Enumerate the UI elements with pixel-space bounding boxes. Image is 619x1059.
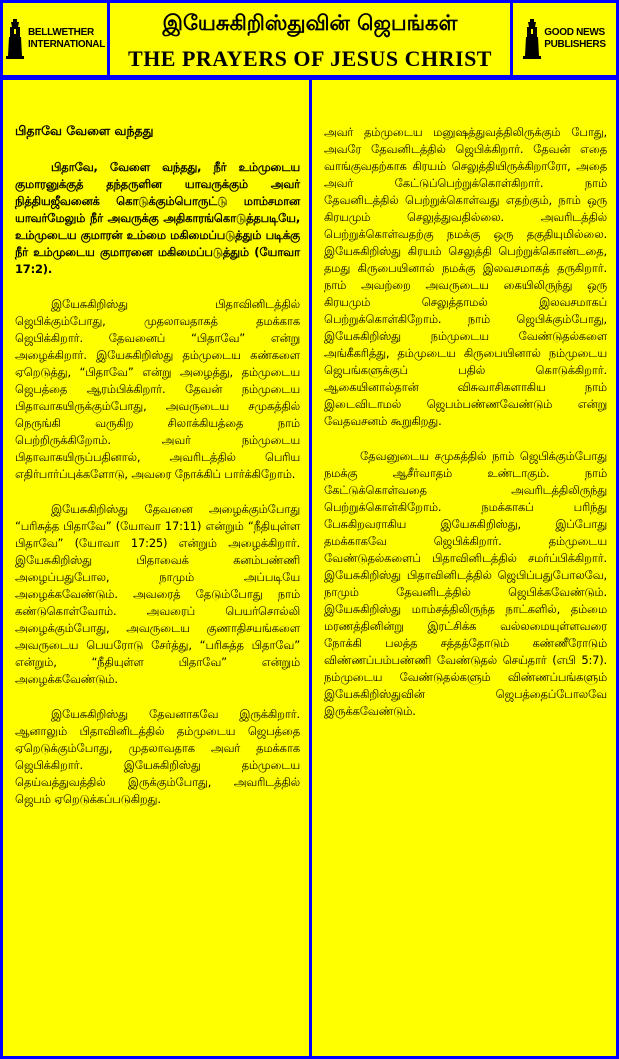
bellwether-logo-icon (5, 18, 25, 60)
title-tamil: இயேசுகிறிஸ்துவின் ஜெபங்கள் (162, 11, 458, 35)
right-column (312, 80, 616, 1056)
paragraph-1: இயேசுகிறிஸ்து பிதாவினிடத்தில் ஜெபிக்கும்போது, முதலாவதாகத் தமக்காக ஜெபிக்கிறார். தேவனைப் “பிதாவே” என்று அழைக்கிறார். இயேசுகிறிஸ்து தம்முடைய கண்களை ஏறெடுத்து, “பிதாவே” என்று அழைத்து, தம்முடைய ஜெபத்தை ஆரம்பிக்கிறார். தேவன் நம்முடைய பிதாவாகயிருக்கும்போது, அவருடைய சமுகத்தில் நெருங்கி வருகிற சிலாக்கியத்தை நாம் பெற்றிருக்கிறோம். அவர் நம்முடைய பிதாவாகயிருப்பதினால், அவரிடத்தில் பெரிய எதிர்பார்ப்புக்களோடு, அவரை நோக்கிப் பார்க்கிறோம். (15, 297, 300, 481)
title-box (110, 3, 510, 75)
paragraph-2: இயேசுகிறிஸ்து தேவனை அழைக்கும்போது “பரிசுத்த பிதாவே” (யோவா 17:11) என்றும் “நீதியுள்ள பிதாவே” (யோவா 17:25) என்றும் அழைக்கிறார். இயேசுகிறிஸ்து பிதாவைக் கனம்பண்ணி அழைப்பதுபோல, நாமும் அப்படியே அழைக்கவேண்டும். அவரைத் தேடும்போது நாம் கண்டுகொள்வோம். அவரைப் பெயர்சொல்லி அழைக்கும்போது, அவருடைய குணாதிசயங்களை அவருடைய பெயரோடு சேர்த்து, “பரிசுத்த பிதாவே” என்றும், “நீதியுள்ள பிதாவே” என்றும் அழைக்கவேண்டும். (15, 502, 300, 686)
intro-verse: பிதாவே, வேளை வந்தது, நீர் உம்முடைய குமாரனுக்குத் தந்தருளின யாவருக்கும் அவர் நித்தியஜீவனைக் கொடுக்கும்பொருட்டு மாம்சமான யாவர்மேலும் நீர் அவருக்கு அதிகாரங்கொடுத்தபடியே, உம்முடைய குமாரன் உம்மை மகிமைப்படுத்தும் படிக்கு நீர் உம்முடைய குமாரனை மகிமைப்படுத்தும் (யோவா 17:2). (15, 160, 300, 276)
bellwether-logo-text: BELLWETHER INTERNATIONAL (27, 27, 106, 50)
paragraph-3: இயேசுகிறிஸ்து தேவனாகவே இருக்கிறார். ஆனாலும் பிதாவினிடத்தில் தம்முடைய ஜெபத்தை ஏறெடுக்கும்போது, முதலாவதாக அவர் தமக்காக ஜெபிக்கிறார். இயேசுகிறிஸ்து தம்முடைய தெய்வத்துவத்தில் இருக்கும்போது, அவரிடத்தில் ஜெபம் ஏறெடுக்கப்படுகிறது. (15, 707, 300, 806)
good-news-logo-icon (523, 18, 541, 60)
bellwether-logo-box (3, 3, 107, 75)
good-news-logo-box (513, 3, 616, 75)
left-column (3, 80, 309, 1056)
paragraph-5: தேவனுடைய சமுகத்தில் நாம் ஜெபிக்கும்போது நமக்கு ஆசீர்வாதம் உண்டாகும். நாம் கேட்டுக்கொள்வதை அவரிடத்திலிருந்து பெற்றுக்கொள்கிறோம். நமக்காகப் பரிந்து பேசுகிறவராகிய இயேசுகிறிஸ்து, இப்போது தமக்காகவே ஜெபிக்கிறார். தம்முடைய வேண்டுதல்களைப் பிதாவினிடத்தில் சமர்ப்பிக்கிறார். இயேசுகிறிஸ்து பிதாவினிடத்தில் ஜெபிப்பதுபோலவே, நாமும் தேவனிடத்தில் ஜெபிக்கவேண்டும். இயேசுகிறிஸ்து மாம்சத்திலிருந்த நாட்களில், தம்மை மரணத்தினின்று இரட்சிக்க வல்லமையுள்ளவரை நோக்கி பலத்த சத்தத்தோடும் கண்ணீரோடும் விண்ணப்பம்பண்ணி வேண்டுதல் செய்தார் (எபி 5:7). நம்முடைய வேண்டுதல்களும் விண்ணப்பங்களும் இயேசுகிறிஸ்துவின் ஜெபத்தைப்போலவே இருக்கவேண்டும். (324, 449, 607, 718)
title-english: THE PRAYERS OF JESUS CHRIST (128, 46, 492, 71)
good-news-logo-text: GOOD NEWS PUBLISHERS (544, 27, 606, 50)
section-heading: பிதாவே வேளை வந்தது (15, 123, 154, 138)
paragraph-4: அவர் தம்முடைய மனுஷத்துவத்திலிருக்கும் போது, அவரே தேவனிடத்தில் ஜெபிக்கிறார். தேவன் எதை வாங்குவதற்காக கிரயம் செலுத்தியிருக்கிறாரோ, அதை அவர் கேட்டுப்பெற்றுக்கொள்கிறார். நாம் தேவனிடத்தில் பெற்றுக்கொள்வது எதற்கும், நாம் ஒரு கிரயமும் செலுத்துவதில்லை. அவரிடத்தில் பெற்றுக்கொள்வதற்கு நமக்கு ஒரு தகுதியுமில்லை. இயேசுகிறிஸ்து கிரயம் செலுத்தி பெற்றுக்கொண்டதை, தமது கிருபையினால் நமக்கு இலவசமாகத் தருகிறார். நாம் அவற்றை அவருடைய கையிலிருந்து ஒரு கிரயமும் செலுத்தாமல் இலவசமாகப் பெற்றுக்கொள்கிறோம். நாம் ஜெபிக்கும்போது, இயேசுகிறிஸ்து நம்முடைய வேண்டுதல்களை அங்கீகரித்து, தம்முடைய கிருபையினால் நம்முடைய ஜெபங்களுக்குப் பதில் கொடுக்கிறார். ஆகையினால்தான் விசுவாசிகளாகிய நாம் இடைவிடாமல் ஜெபம்பண்ணவேண்டும் என்று வேதவசனம் கூறுகிறது. (324, 125, 607, 428)
